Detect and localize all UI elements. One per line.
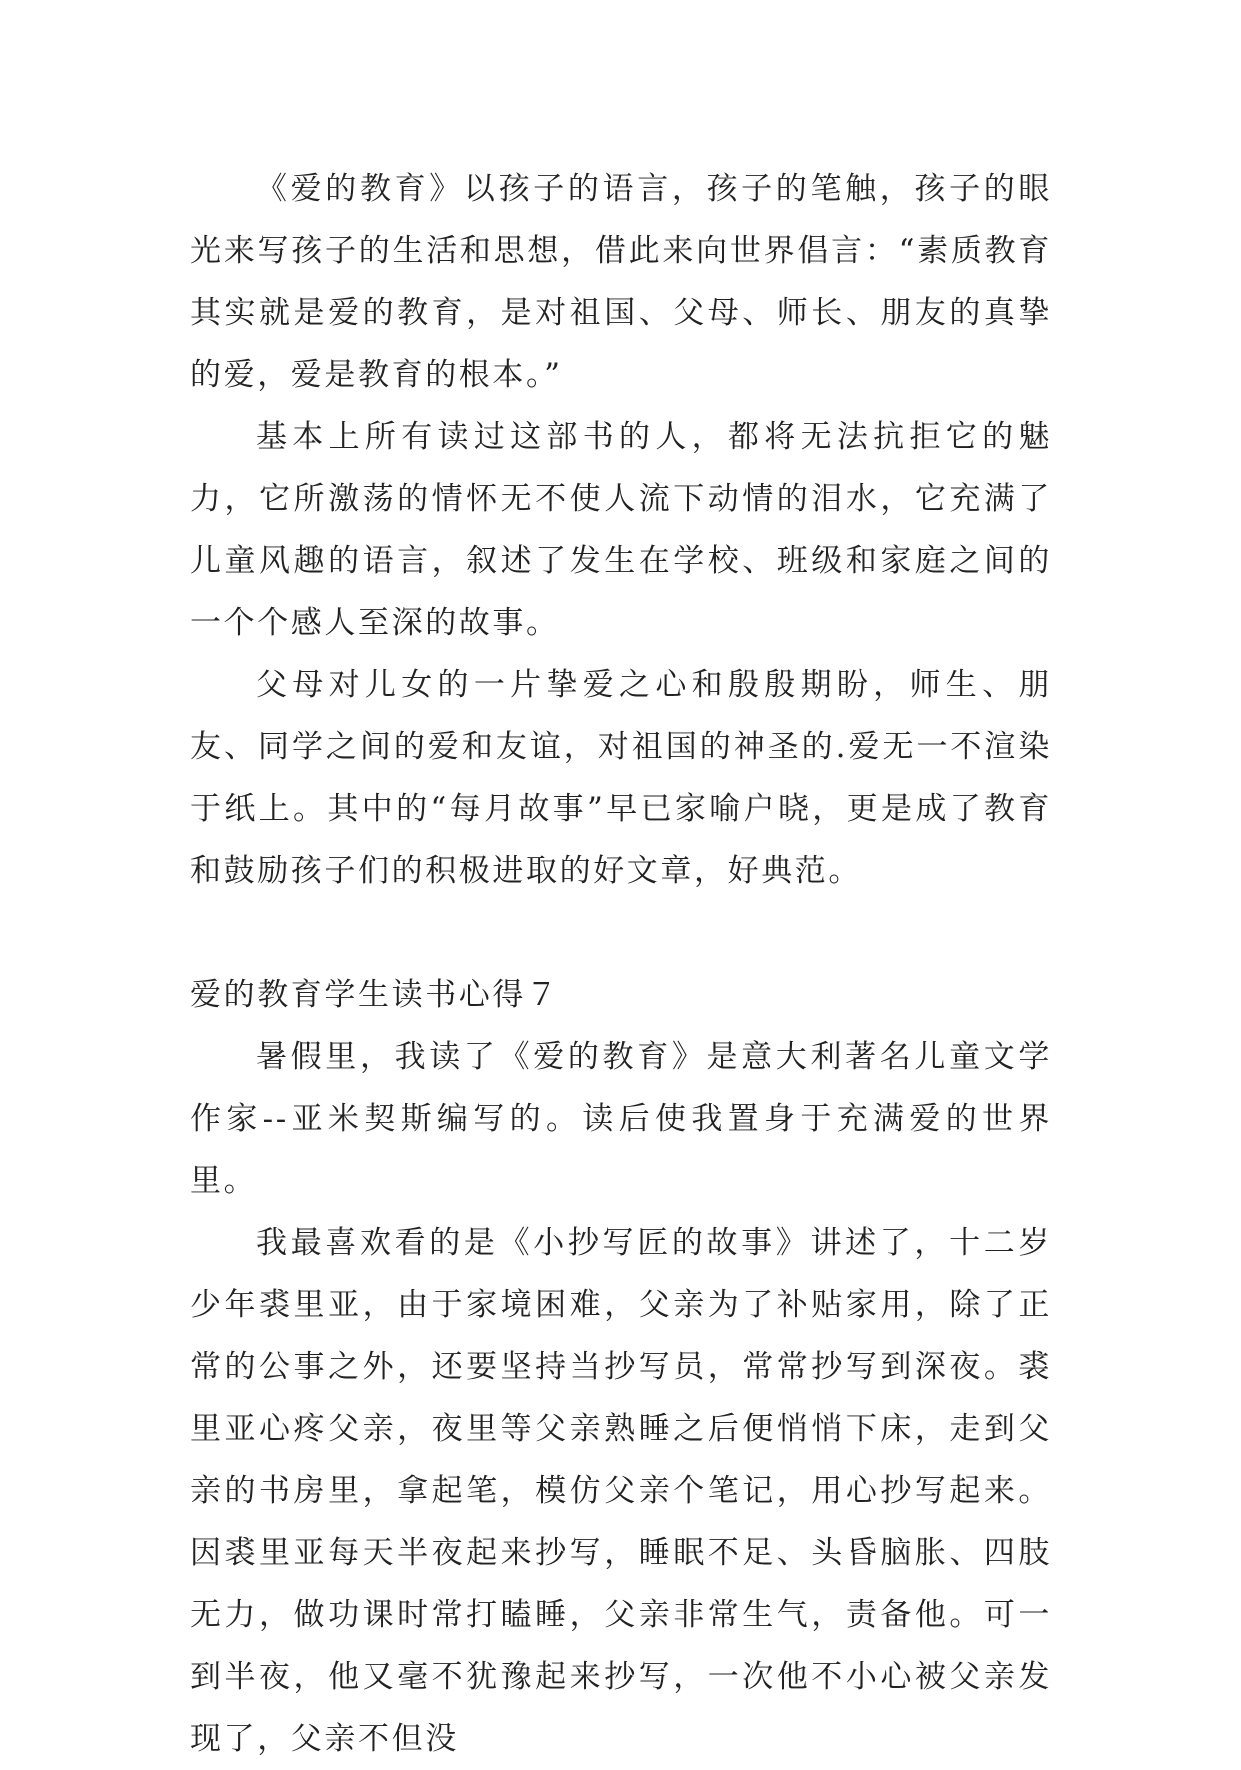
paragraph: 《爱的教育》以孩子的语言，孩子的笔触，孩子的眼光来写孩子的生活和思想，借此来向世界倡言：“素质教育其实就是爱的教育，是对祖国、父母、师长、朋友的真挚的爱，爱是教育的根本。”: [190, 171, 1052, 393]
document-body: [190, 158, 1052, 1770]
paragraph: 暑假里，我读了《爱的教育》是意大利著名儿童文学作家--亚米契斯编写的。读后使我置身于充满爱的世界里。: [190, 1039, 1052, 1199]
section-heading: 爱的教育学生读书心得７: [190, 977, 560, 1013]
paragraph: 基本上所有读过这部书的人，都将无法抗拒它的魅力，它所激荡的情怀无不使人流下动情的泪水，它充满了儿童风趣的语言，叙述了发生在学校、班级和家庭之间的一个个感人至深的故事。: [190, 419, 1052, 641]
paragraph: 父母对儿女的一片挚爱之心和殷殷期盼，师生、朋友、同学之间的爱和友谊，对祖国的神圣的.爱无一不渲染于纸上。其中的“每月故事”早已家喻户晓，更是成了教育和鼓励孩子们的积极进取的好文章，好典范。: [190, 667, 1052, 889]
paragraph: 我最喜欢看的是《小抄写匠的故事》讲述了，十二岁少年裘里亚，由于家境困难，父亲为了补贴家用，除了正常的公事之外，还要坚持当抄写员，常常抄写到深夜。裘里亚心疼父亲，夜里等父亲熟睡之后便悄悄下床，走到父亲的书房里，拿起笔，模仿父亲个笔记，用心抄写起来。因裘里亚每天半夜起来抄写，睡眠不足、头昏脑胀、四肢无力，做功课时常打瞌睡，父亲非常生气，责备他。可一到半夜，他又毫不犹豫起来抄写，一次他不小心被父亲发现了，父亲不但没: [190, 1225, 1052, 1757]
